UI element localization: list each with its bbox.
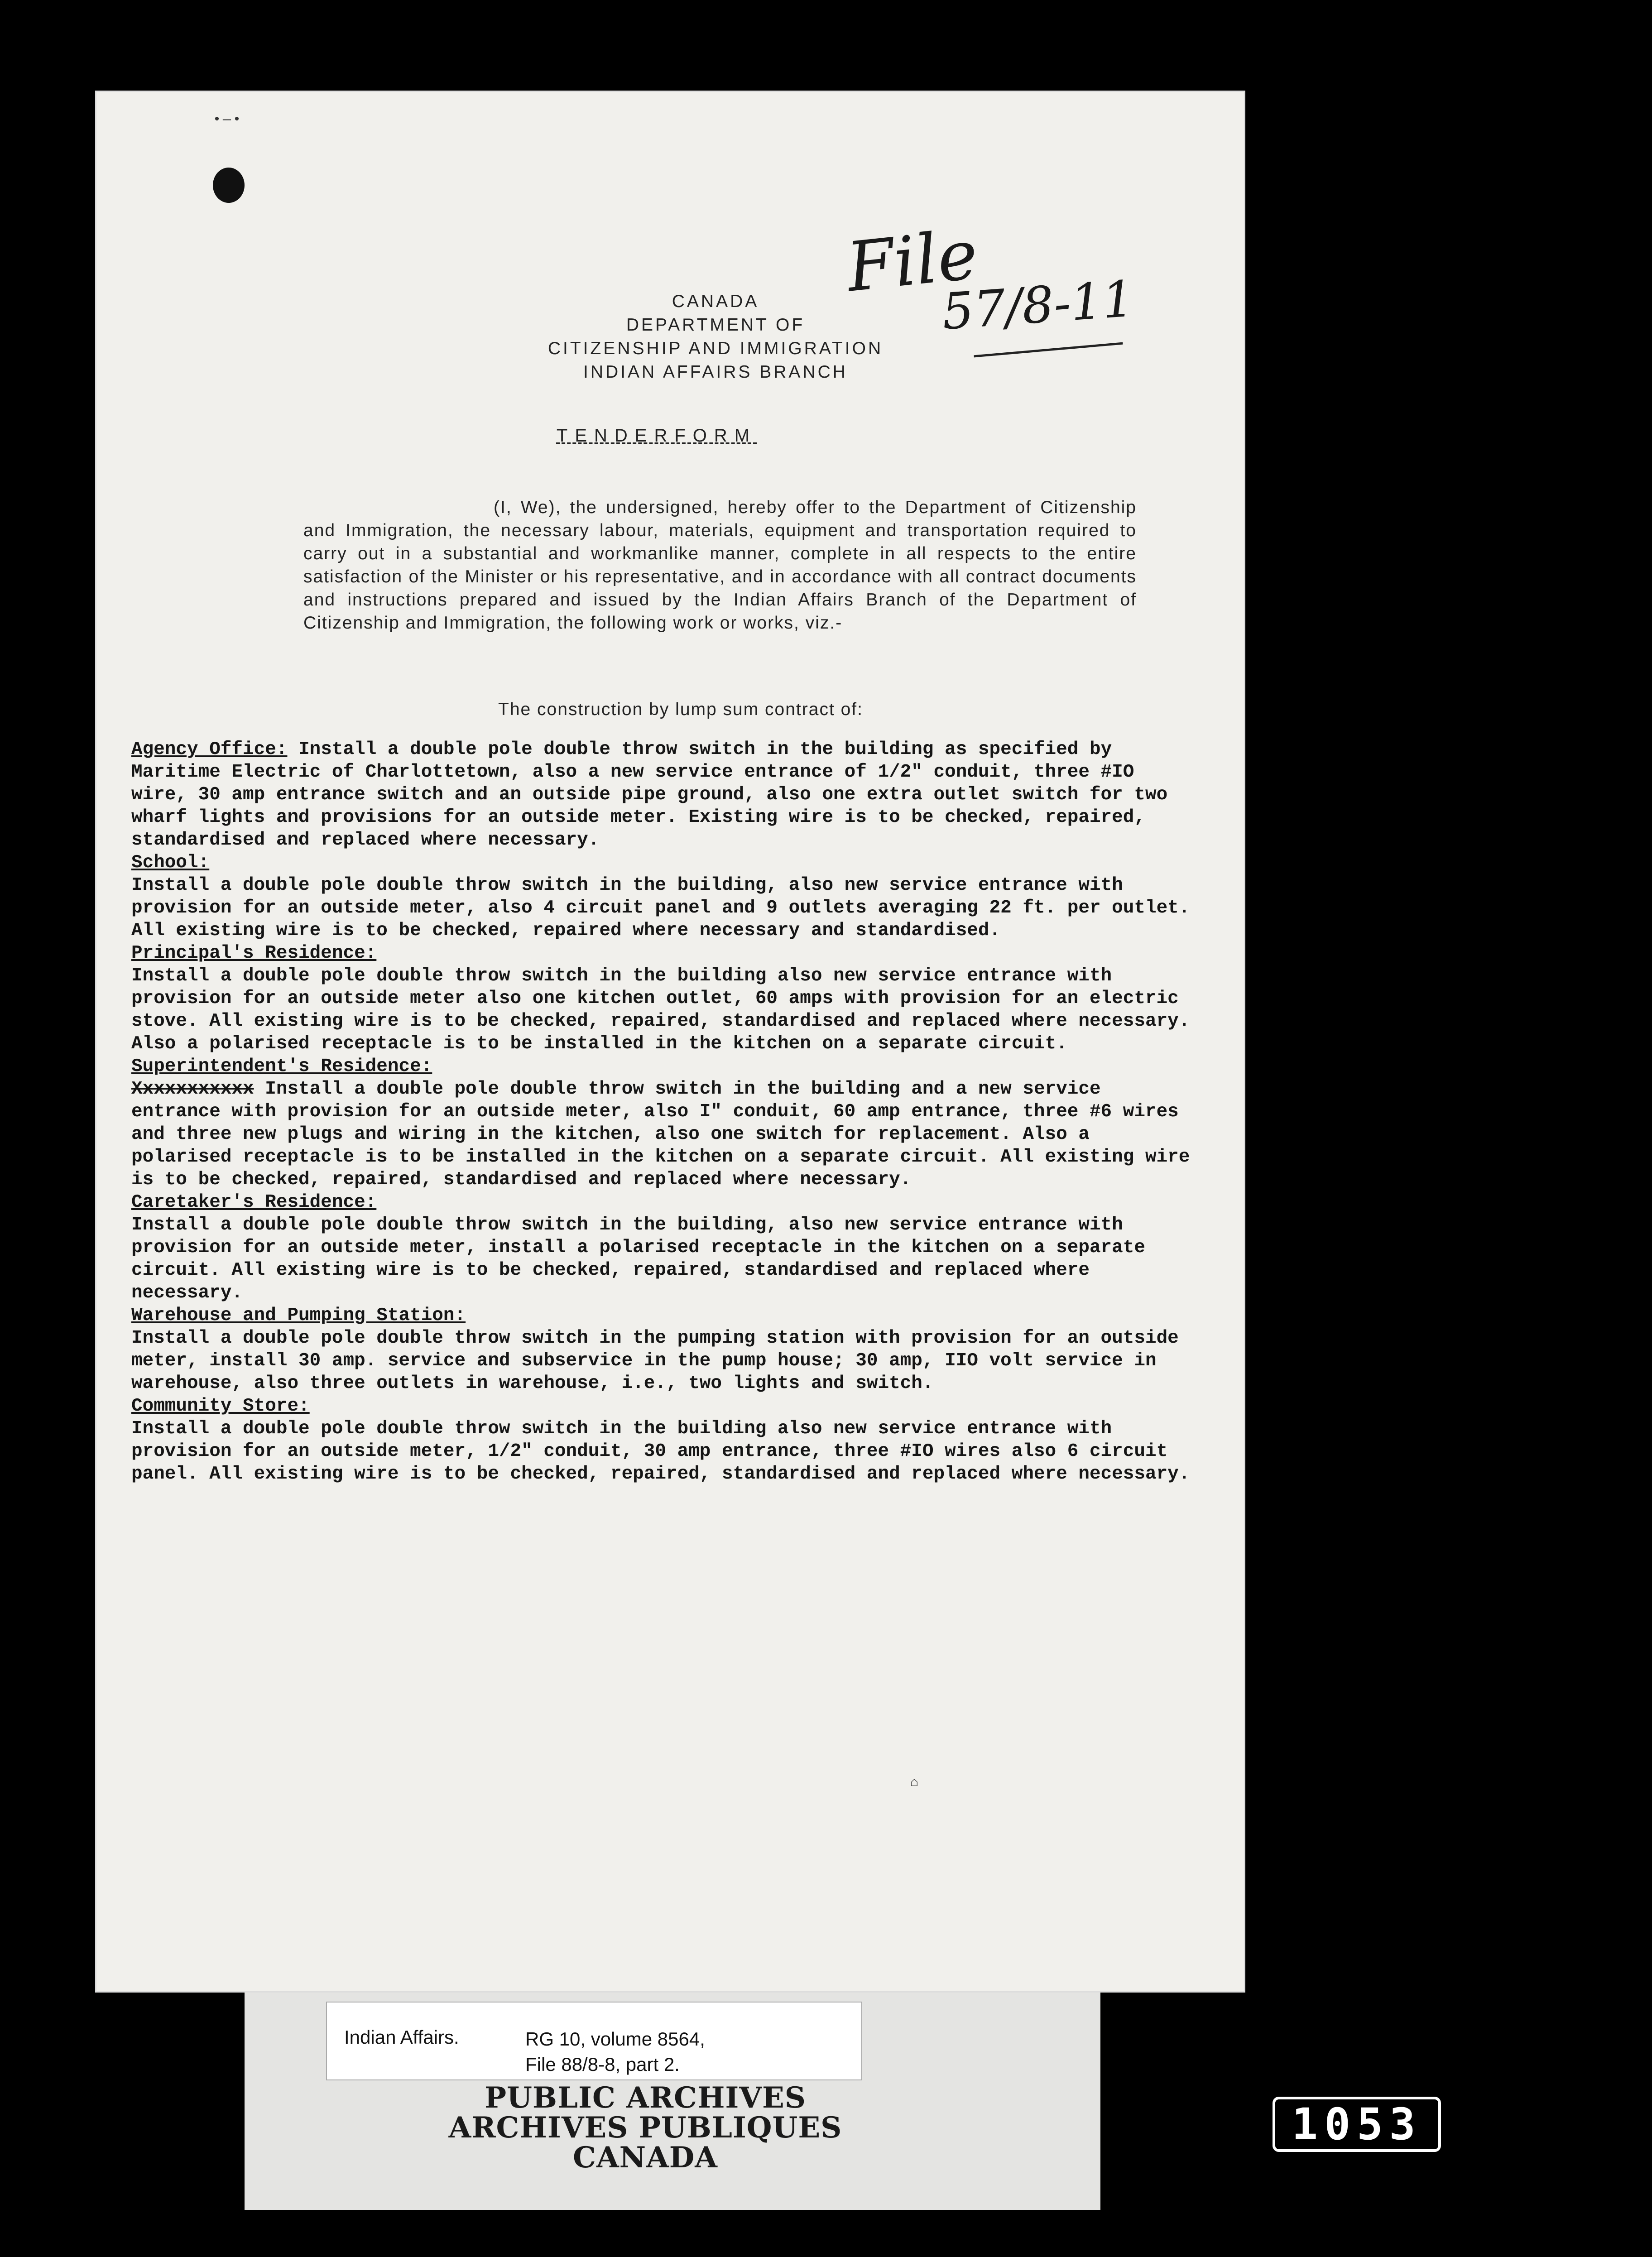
section-heading: Principal's Residence: xyxy=(131,943,377,964)
frame-number: 1053 xyxy=(1273,2097,1441,2152)
stamp-line: ARCHIVES PUBLIQUES xyxy=(448,2111,842,2145)
section-school xyxy=(131,851,1191,942)
archives-stamp xyxy=(435,2083,856,2173)
section-agency-office xyxy=(131,738,1191,851)
section-caretakers-residence xyxy=(131,1191,1191,1304)
section-text: Install a double pole double throw switch in the pumping station with provision for an outside meter, install 30 amp. service and subservice in the pump house; 30 amp, IIO volt service in warehouse, also three outlets in warehouse, i.e., two lights and switch. xyxy=(131,1328,1179,1394)
stamp-line: CANADA xyxy=(573,2141,718,2175)
section-heading: Caretaker's Residence: xyxy=(131,1192,377,1213)
stamp-line: PUBLIC ARCHIVES xyxy=(484,2081,807,2115)
handwritten-file-number: 57/8-11 xyxy=(940,269,1136,341)
department-header xyxy=(475,290,956,384)
header-line: CANADA xyxy=(672,292,759,311)
section-warehouse-pumping-station xyxy=(131,1304,1191,1395)
section-text: Install a double pole double throw switch in the building also new service entrance with provision for an outside meter also one kitchen outlet, 60 amps with provision for an electric stove. All existing wire is to be checked, repaired, standardised and replaced where necessary. Also a polarised receptacle is to be installed in the kitchen on a separate circuit. xyxy=(131,965,1190,1054)
header-line: INDIAN AFFAIRS BRANCH xyxy=(583,362,848,382)
section-community-store xyxy=(131,1395,1191,1485)
section-principals-residence xyxy=(131,942,1191,1055)
stray-mark: ⌂ xyxy=(910,1775,919,1791)
work-sections xyxy=(131,738,1191,1485)
handwritten-file-note: File xyxy=(843,215,982,307)
section-heading: Warehouse and Pumping Station: xyxy=(131,1305,466,1326)
punch-hole xyxy=(213,168,245,203)
archive-source: Indian Affairs. xyxy=(344,2026,459,2048)
section-superintendents-residence xyxy=(131,1055,1191,1191)
construction-heading: The construction by lump sum contract of: xyxy=(498,700,863,719)
section-text: Install a double pole double throw switch in the building also new service entrance with provision for an outside meter, 1/2" conduit, 30 amp entrance, three #IO wires also 6 circuit panel. All existing wire is to be checked, repaired, standardised and replaced where necessary. xyxy=(131,1418,1190,1484)
section-text: Install a double pole double throw switch in the building, also new service entrance with provision for an outside meter, install a polarised receptacle in the kitchen on a separate circuit. All existing wire is to be checked, repaired, standardised and replaced where necessary. xyxy=(131,1215,1145,1303)
header-line: CITIZENSHIP AND IMMIGRATION xyxy=(547,339,884,358)
section-heading: School: xyxy=(131,852,210,873)
section-heading: Community Store: xyxy=(131,1396,310,1417)
reference-line: File 88/8-8, part 2. xyxy=(525,2054,680,2075)
section-heading: Superintendent's Residence: xyxy=(131,1056,432,1077)
offer-paragraph: (I, We), the undersigned, hereby offer to the Department of Citizenship and Immigration, the necessary labour, materials, equipment and transportation required to carry out in a substantial and workmanlike manner, complete in all respects to the entire satisfaction of the Minister or his representative, and in accordance with all contract documents and instructions prepared and issued by the Indian Affairs Branch of the Department of Citizenship and Immigration, the following work or works, viz.- xyxy=(303,498,1137,633)
section-heading: Agency Office: xyxy=(131,739,288,760)
struck-text: Xxxxxxxxxxx xyxy=(131,1079,254,1100)
section-text: Install a double pole double throw switch in the building and a new service entrance with provision for an outside meter, also I" conduit, 60 amp entrance, three #6 wires and three new plugs and wiring in the kitchen, also one switch for replacement. Also a polarised receptacle is to be installed in the kitchen on a separate circuit. All existing wire is to be checked, repaired, standardised and replaced where necessary. xyxy=(131,1079,1190,1190)
section-text: Install a double pole double throw switch in the building, also new service entrance with provision for an outside meter, also 4 circuit panel and 9 outlets averaging 22 ft. per outlet. All existing wire is to be checked, repaired where necessary and standardised. xyxy=(131,875,1190,941)
header-line: DEPARTMENT OF xyxy=(626,315,805,335)
corner-mark: •—• xyxy=(213,112,243,128)
document-title: TENDERFORM xyxy=(556,426,757,446)
reference-line: RG 10, volume 8564, xyxy=(525,2028,705,2050)
section-text: Install a double pole double throw switch in the building as specified by Maritime Electric of Charlottetown, also a new service entrance of 1/2" conduit, three #IO wire, 30 amp entrance switch and an outside pipe ground, also one extra outlet switch for two wharf lights and provisions for an outside meter. Existing wire is to be checked, repaired, standardised and replaced where necessary. xyxy=(131,739,1168,850)
archive-reference xyxy=(525,2026,705,2077)
